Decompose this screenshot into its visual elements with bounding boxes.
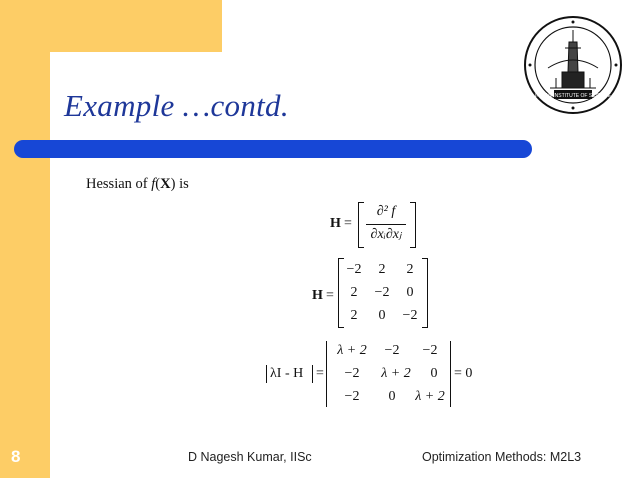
matrix-cell: −2 [374, 285, 390, 300]
matrix-cell: 0 [378, 308, 386, 323]
hessian-symbol: H [312, 288, 323, 303]
matrix-cell: 2 [406, 262, 414, 277]
matrix-cell: −2 [402, 308, 418, 323]
page-number: 8 [11, 447, 21, 466]
iisc-logo [520, 12, 626, 118]
hessian-matrix [312, 258, 432, 328]
logo-top-text: INDIAN INSTITUTE OF SCIENCE [534, 93, 612, 99]
right-bracket [410, 202, 416, 248]
det-cell: λ + 2 [381, 366, 411, 381]
title-underline-bar [14, 140, 532, 158]
characteristic-equation [250, 341, 480, 409]
det-cell: 0 [388, 389, 396, 404]
matrix-cell: −2 [346, 262, 362, 277]
det-cell: λ + 2 [337, 343, 367, 358]
matrix-cell: 2 [350, 285, 358, 300]
fraction-denominator: ∂xᵢ∂xⱼ [370, 227, 402, 242]
abs-bar-left [266, 365, 268, 383]
matrix-cell: 0 [406, 285, 414, 300]
left-accent-strip [0, 0, 50, 478]
det-cell: −2 [344, 366, 360, 381]
fraction-numerator: ∂² f [376, 204, 396, 219]
equals-sign: = [316, 366, 324, 381]
right-bracket [422, 258, 428, 328]
lambda-i-minus-h [270, 366, 303, 382]
det-cell: λ + 2 [415, 389, 445, 404]
equals-zero: = 0 [454, 366, 473, 381]
det-bar-right [450, 341, 452, 407]
matrix-cell: 2 [378, 262, 386, 277]
fraction-line [366, 224, 406, 225]
hessian-intro-text: Hessian of f(X) is [86, 176, 189, 192]
det-bar-left [326, 341, 328, 407]
footer-course: Optimization Methods: M2L3 [422, 450, 582, 464]
matrix-cell: 2 [350, 308, 358, 323]
equals-sign: = [344, 216, 352, 231]
hessian-definition [330, 202, 430, 248]
det-cell: −2 [344, 389, 360, 404]
det-cell: −2 [422, 343, 438, 358]
char-eq-lhs: λI - H [270, 366, 304, 381]
slide-title: Example …contd. [64, 88, 289, 123]
top-accent-block [0, 0, 222, 52]
abs-bar-right [312, 365, 314, 383]
det-cell: 0 [430, 366, 438, 381]
det-cell: −2 [384, 343, 400, 358]
equals-sign: = [326, 288, 334, 303]
hessian-symbol: H [330, 216, 341, 231]
footer-author: D Nagesh Kumar, IISc [188, 450, 312, 464]
